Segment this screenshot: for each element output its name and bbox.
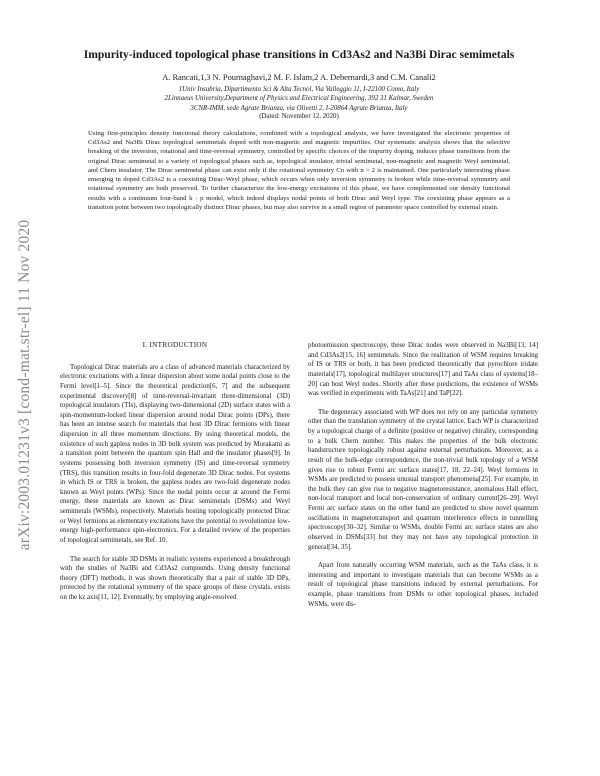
right-column bbox=[308, 341, 538, 609]
paragraph: Apart from naturally occurring WSM materials, such as the TaAs class, it is interesting and important to investigate materials that can become WSMs as a result of topological phase transitions induced by external perturbations. For example, phase transitions from DSMs to other topological phases, included WSMs, were dis- bbox=[308, 562, 538, 608]
body-columns bbox=[60, 341, 538, 609]
paragraph: The search for stable 3D DSMs in realistic systems experienced a breakthrough with the studies of Na3Bi and Cd3As2 compounds. Using density functional theory (DFT) methods, it was shown theoretically that a pair of stable 3D DPs, protected by the rotational symmetry of the space groups of these crystals, exists on the kz axis[11, 12]. Eventually, by employing angle-resolved bbox=[60, 555, 290, 601]
left-column bbox=[60, 341, 290, 609]
section-heading: I. INTRODUCTION bbox=[142, 341, 208, 349]
date-line: (Dated: November 12, 2020) bbox=[259, 112, 339, 120]
affiliation-2: 2Linnaeus University,Department of Physics and Electrical Engineering, 392 31 Kalmar, Sweden bbox=[164, 95, 434, 103]
paragraph: Topological Dirac materials are a class of advanced materials characterized by electronic excitations with a linear dispersion about some nodal points close to the Fermi level[1–5]. Since the theoretical prediction[6, 7] and the subsequent experimental discovery[8] of time-reversal-invariant three-dimensional (3D) topological insulators (TIs), displaying two-dimensional (2D) surface states with a spin-momentum-locked linear dispersion around nodal Dirac points (DPs), there has been an intense search for materials that host 3D Dirac fermions with linear dispersion in all three momentum directions. By using theoretical models, the existence of such gapless nodes in 3D bulk system was predicted by Murakami as a transition point between the quantum spin Hall and the insulator phases[9]. In systems possessing both inversion symmetry (IS) and time-reversal symmetry (TRS), this transition results in four-fold degenerate 3D Dirac nodes. For systems in which IS or TRS is broken, the gapless nodes are two-fold degenerate nodes known as Weyl points (WPs). Since the nodal points occur at around the Fermi energy, these materials are known as Dirac semimetals (DSMs) and Weyl semimetals (WSMs), respectively. Materials hosting topologically protected Dirac or Weyl fermions as elementary excitations have the potential to revolutionize low-energy high-performance spin-electronics. For a detailed review of the properties of topological semimetals, see Ref. 10. bbox=[60, 363, 290, 544]
author-list: A. Rancati,1,3 N. Pournaghavi,2 M. F. Islam,2 A. Debernardi,3 and C.M. Canali2 bbox=[162, 73, 436, 82]
affiliation-3: 3CNR-IMM, sede Agrate Brianza, via Olivetti 2, I-20864 Agrate Brianza, Italy bbox=[190, 104, 408, 112]
abstract: Using first-principles density functional theory calculations, combined with a topological analysis, we have investigated the electronic properties of Cd3As2 and Na3Bi Dirac topological semimetals doped with non-magnetic and magnetic impurities. Our systematic analysis shows that the selective breaking of the inversion, rotational and time-reversal symmetry, controlled by specific choices of the impurity doping, induces phase transitions from the original Dirac semimetal to a variety of topological phases such as, topological insulator, trivial semimetal, non-magnetic and magnetic Weyl semimetal, and Chern insulator. The Dirac semimetal phase can exist only if the rotational symmetry Cn with n > 2 is maintained. One particularly interesting phase emerging in doped Cd3As2 is a coexisting Dirac-Weyl phase, which occurs when only inversion symmetry is broken while time-reversal symmetry and rotational symmetry are both preserved. To further characterize the low-energy excitations of this phase, we have complemented our density functional results with a continuum four-band k · p model, which indeed displays nodal points of both Dirac and Weyl type. The coexisting phase appears as a transition point between two topologically distinct Dirac phases, but may also survive in a small region of parameter space controlled by external strain. bbox=[88, 129, 510, 211]
paragraph: photoemission spectroscopy, these Dirac nodes were observed in Na3Bi[13, 14] and Cd3As2[15, 16] semimetals. Since the realization of WSM requires breaking of IS or TRS or both, it has been predicted theoretically that pyrochlore iridate materials[17], topological multilayer structures[17] and TaAs class of systems[18–20] can host Weyl nodes. Shortly after these predictions, the existence of WSMs was verified in experiments with TaAs[21] and TaP[22]. bbox=[308, 342, 538, 398]
paper-title: Impurity-induced topological phase transitions in Cd3As2 and Na3Bi Dirac semimetals bbox=[83, 48, 515, 61]
affiliation-1: 1Univ Insubria, Dipartimento Sci & Alta Tecnol, Via Valleggio 11, I-22100 Como, Italy bbox=[178, 86, 420, 93]
arxiv-stamp bbox=[14, 170, 36, 600]
paragraph: The degeneracy associated with WP does not rely on any particular symmetry other than the translation symmetry of the crystal lattice. Each WP is characterized by a topological charge of a definite (positive or negative) chirality, corresponding to a bulk Chern number. This makes the properties of the bulk electronic bandstructure topologically robust against external perturbations. Moreover, as a result of the bulk-edge correspondence, the non-trivial bulk topology of a WSM gives rise to robust Fermi arc surface states[17, 18, 22–24]. Weyl fermions in WSMs are predicted to possess unusual transport phenomena[25]. For example, in the bulk they can give rise to negative magnetoresistance, anomalous Hall effect, non-local transport and local non-conservation of ordinary current[26–29]. Weyl Fermi arc surface states on the other hand are predicted to show novel quantum oscillations in magnetotransport and quantum interference effects in tunnelling spectroscopy[30–32]. Similar to WSMs, double Fermi arc surface states are also observed in DSMs[33] but they may not have any topological protection in general[34, 35]. bbox=[308, 408, 538, 551]
paper-page bbox=[60, 48, 538, 608]
arxiv-stamp-text: arXiv:2003.01231v3 [cond-mat.str-el] 11 Nov 2020 bbox=[16, 219, 33, 551]
